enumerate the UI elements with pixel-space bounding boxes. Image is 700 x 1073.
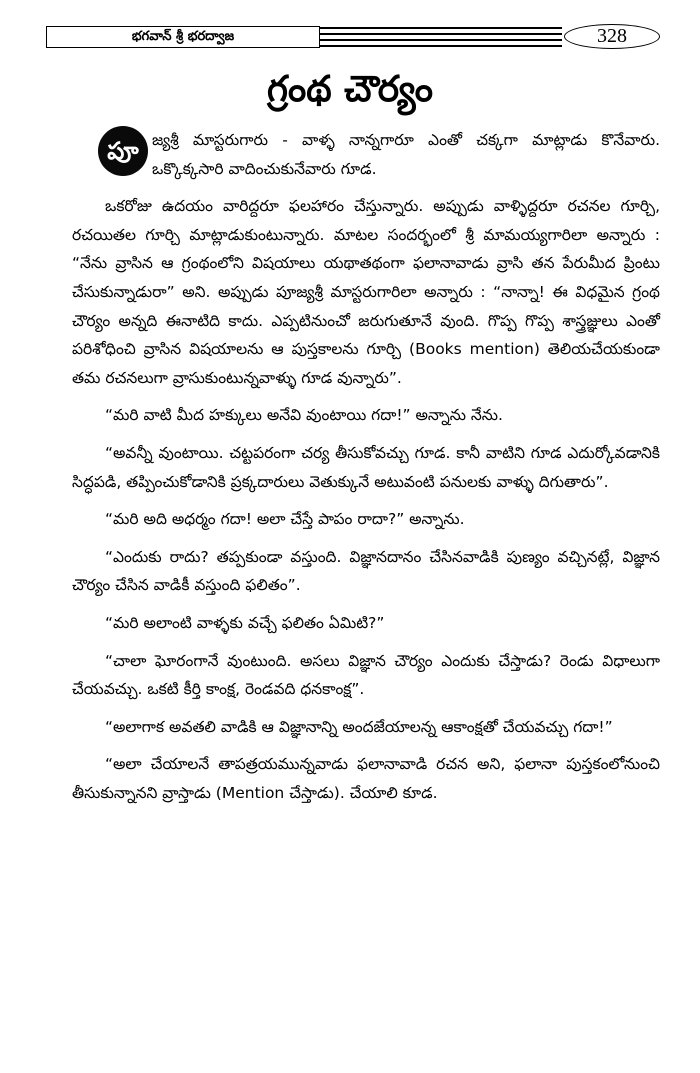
chapter-body (72, 126, 660, 816)
paragraph-10: “అలా చేయాలనే తాపత్రయమున్నవాడు ఫలానావాడి రచన అని, ఫలానా పుస్తకంలోనుంచి తీసుకున్నానని వ్రాస్తాడు (Mention చేస్తాడు). చేయాలి కూడ. (72, 755, 660, 802)
paragraph-7: “మరి అలాంటి వాళ్ళకు వచ్చే ఫలితం ఏమిటి?” (105, 613, 385, 632)
paragraph-9: “అలాగాక అవతలి వాడికి ఆ విజ్ఞానాన్ని అందజేయాలన్న ఆకాంక్షతో చేయవచ్చు గదా!” (105, 717, 613, 736)
paragraph-8: “చాలా ఘోరంగానే వుంటుంది. అసలు విజ్ఞాన చౌర్యం ఎందుకు చేస్తాడు? రెండు విధాలుగా చేయవచ్చు. ఒకటి కీర్తి కాంక్ష, రెండవది ధనకాంక్ష”. (72, 651, 660, 699)
paragraph-1 (72, 126, 660, 183)
paragraph-1-text: జ్యశ్రీ మాస్టరుగారు - వాళ్ళ నాన్నగారూ ఎంతో చక్కగా మాట్లాడు కొనేవారు. ఒక్కొక్కసారి వాదించుకునేవారు గూడ. (152, 131, 660, 178)
chapter-title: గ్రంథ చౌర్యం (266, 69, 433, 110)
paragraph-3: “మరి వాటి మీద హక్కులు అనేవి వుంటాయి గదా!” అన్నాను నేను. (105, 406, 503, 425)
header-rule-lines (320, 27, 562, 47)
paragraph-2: ఒకరోజు ఉదయం వారిద్దరూ ఫలహారం చేస్తున్నారు. అప్పుడు వాళ్ళిద్దరూ రచనల గూర్చి, రచయితల గూర్చి మాట్లాడుకుంటున్నారు. మాటల సందర్భంలో శ్రీ మామయ్యగారిలా అన్నారు : “నేను వ్రాసిన ఆ గ్రంథంలోని విషయాలు యథాతథంగా ఫలానావాడు వ్రాసి తన పేరుమీద ప్రింటు చేసుకున్నాడురా” అని. అప్పుడు పూజ్యశ్రీ మాస్టరుగారిలా అన్నారు : “నాన్నా! ఈ విధమైన గ్రంథ చౌర్యం అన్నది ఈనాటిది కాదు. ఎప్పటినుంచో జరుగుతూనే వుంది. గొప్ప గొప్ప శాస్త్రజ్ఞులు ఎంతో పరిశోధించి వ్రాసిన విషయాలను ఆ పుస్తకాలను గూర్చి (Books mention) తెలియచేయకుండా తమ రచనలుగా వ్రాసుకుంటున్నవాళ్ళు గూడ వున్నారు”. (72, 197, 660, 387)
page-number: 328 (564, 24, 660, 49)
paragraph-5: “మరి అది అధర్మం గదా! అలా చేస్తే పాపం రాదా?” అన్నాను. (105, 510, 465, 529)
page-header (46, 26, 660, 52)
paragraph-6: “ఎందుకు రాదు? తప్పకుండా వస్తుంది. విజ్ఞానదానం చేసినవాడికి పుణ్యం వచ్చినట్లే, విజ్ఞాన చౌర్యం చేసిన వాడికీ వస్తుంది ఫలితం”. (72, 547, 660, 595)
drop-cap: పూ (98, 126, 148, 176)
running-head: భగవాన్ శ్రీ భరద్వాజ (46, 26, 320, 48)
paragraph-4: “అవన్నీ వుంటాయి. చట్టపరంగా చర్య తీసుకోవచ్చు గూడ. కానీ వాటిని గూడ ఎదుర్కోవడానికి సిద్ధపడి, తప్పించుకోడానికి ప్రక్కదారులు వెతుక్కునే అటువంటి పనులకు వాళ్ళు దిగుతారు”. (72, 443, 660, 491)
